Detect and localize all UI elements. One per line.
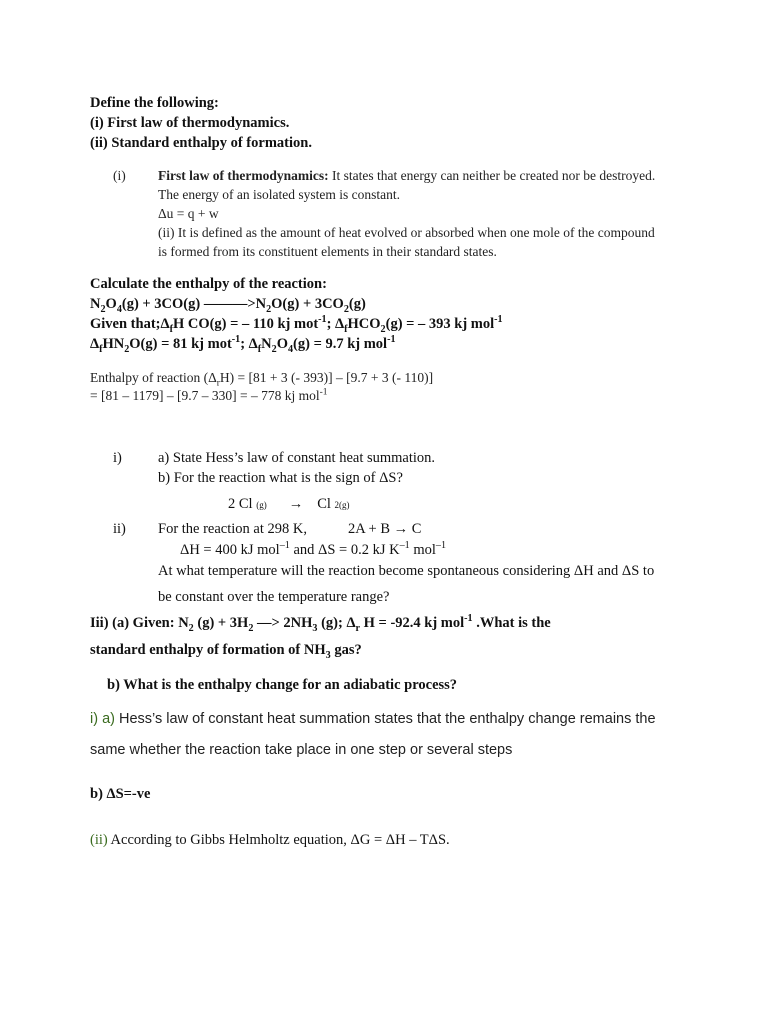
- q3-equation: 2 Cl (g) → Cl 2(g): [228, 496, 350, 512]
- q1-line3: (ii) Standard enthalpy of formation.: [90, 135, 312, 151]
- q3-iii-b: standard enthalpy of formation of $NH_3$ gas?: [90, 642, 362, 661]
- a1-line1: [158, 168, 655, 184]
- a1-line3: Δu = q + w: [158, 206, 219, 221]
- a1-term: First law of thermodynamics:: [158, 168, 329, 183]
- a3-i: i) a) Hess’s law of constant heat summation states that the enthalpy change remains the: [90, 711, 656, 727]
- a1-line4: (ii) It is defined as the amount of heat evolved or absorbed when one mole of the compound: [158, 225, 655, 240]
- q2-reaction: $N_2O_4(g) + 3CO(g)$ $———>N_2O(g) + 3CO_2(g)$: [90, 296, 366, 315]
- q3-ii-c: At what temperature will the reaction become spontaneous considering ΔH and ΔS to: [158, 563, 655, 579]
- q1-line2: (i) First law of thermodynamics.: [90, 115, 290, 131]
- q3-ii-a: For the reaction at 298 K,: [158, 521, 307, 537]
- q3-iii-c: b) What is the enthalpy change for an adiabatic process?: [107, 677, 458, 693]
- q2-given2: $\Delta_fHN_2O(g) = 81$ kj mot$^{-1}$; $\Delta_fN_2O_4(g) = 9.7$ kj mol$^{-1}$: [90, 334, 396, 355]
- q3-ii-rxn: 2A + B → C: [348, 521, 422, 537]
- q3-iii-a: Iii) (a) Given: $N_2$ $(g) + 3H_2$ —> $2NH_3$ (g); $\Delta_r$ H = -92.4 kj mol$^{-1}$ .What is the: [90, 613, 551, 634]
- a3-ii-prefix: (ii): [90, 832, 108, 848]
- a1-line2: The energy of an isolated system is constant.: [158, 187, 400, 202]
- q3-i-num: i): [113, 450, 122, 466]
- a1-num: (i): [113, 168, 126, 183]
- q3-i-b: b) For the reaction what is the sign of ΔS?: [158, 470, 403, 486]
- a3-b: b) ΔS=-ve: [90, 786, 151, 802]
- q1-line1: Define the following:: [90, 95, 219, 111]
- q3-ii-num: ii): [113, 521, 126, 537]
- q2-given: Given $that;\Delta_fH$ CO(g) = – 110 kj mot$^{-1}$; $\Delta_fHCO_2(g)$ = – 393 kj mol$^{-1}$: [90, 314, 503, 335]
- a3-i-prefix: i) a): [90, 711, 115, 727]
- q2-line1: Calculate the enthalpy of the reaction:: [90, 276, 327, 292]
- q3-ii-d: be constant over the temperature range?: [158, 589, 390, 605]
- q3-i-a: a) State Hess’s law of constant heat summation.: [158, 450, 436, 466]
- a2-line1: Enthalpy of reaction $(\Delta_rH) = [81 + 3$ (- 393)] – [9.7 + 3 (- 110)]: [90, 370, 434, 389]
- a1-line5: is formed from its constituent elements in their standard states.: [158, 244, 497, 259]
- arrow-icon: →: [288, 496, 304, 512]
- a2-line2: = [81 – 1179] – [9.7 – 330] = – 778 kj mol$^{-1}$: [90, 387, 328, 403]
- q3-ii-b: ΔH = 400 kJ mol$^{-1}$ and ΔS = 0.2 kJ $K^{-1}$ mol$^{-1}$: [180, 540, 446, 558]
- a3-i-line2: same whether the reaction take place in one step or several steps: [90, 742, 513, 758]
- a3-ii: (ii) According to Gibbs Helmholtz equation, ΔG = ΔH – TΔS.: [90, 832, 450, 848]
- a1-def: It states that energy can neither be created nor be destroyed.: [328, 168, 656, 183]
